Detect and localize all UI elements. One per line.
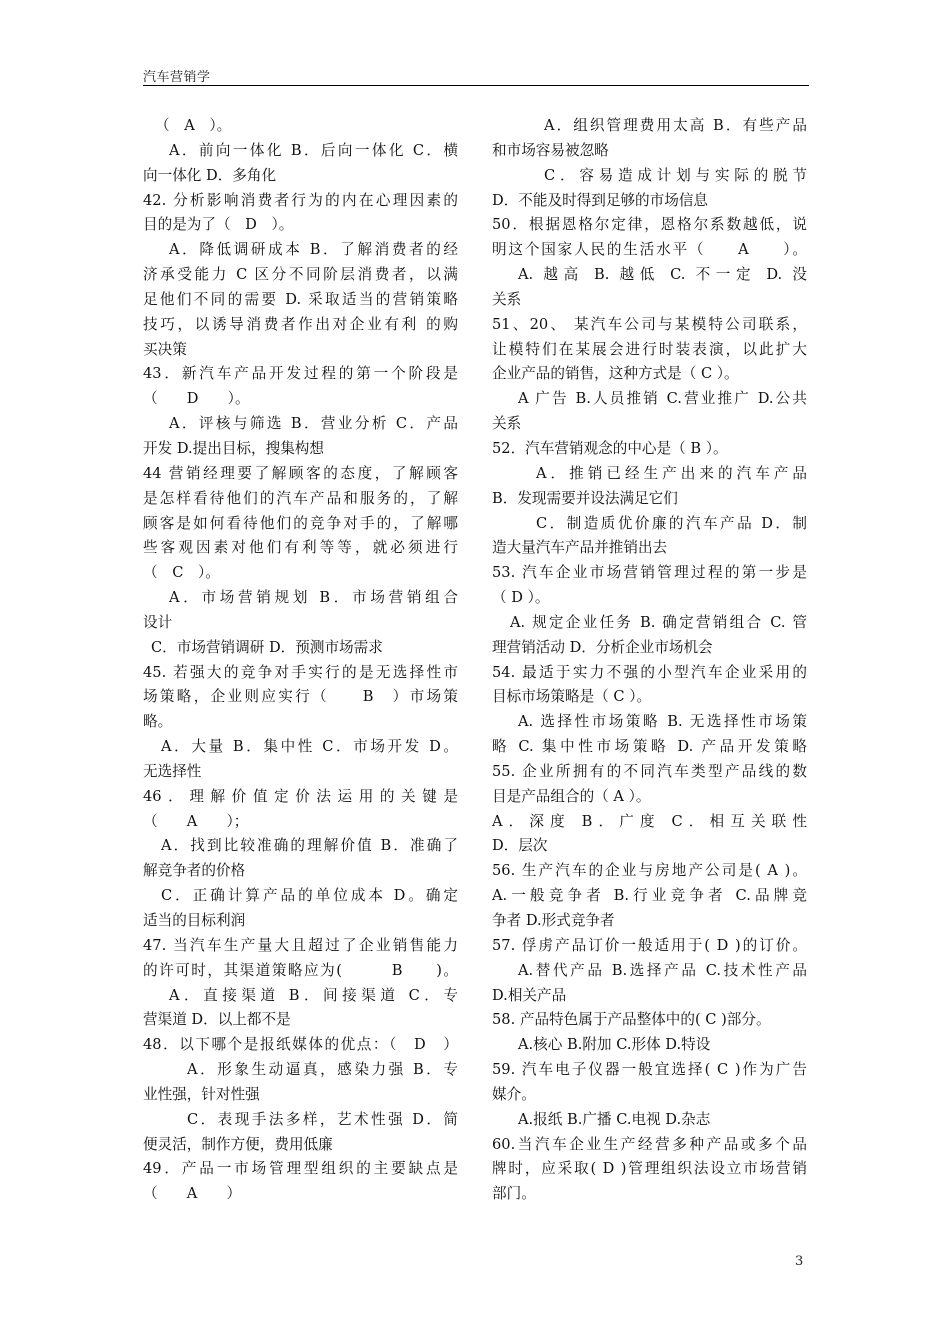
text-line: 59. 汽车电子仪器一般宜选择( C )作为广告 <box>492 1061 807 1079</box>
text-line: 49．产品一市场管理型组织的主要缺点是 <box>143 1160 458 1178</box>
text-line: C．表现手法多样，艺术性强 D．简 <box>187 1110 458 1128</box>
text-line: 目是产品组合的（ A ）。 <box>492 787 651 805</box>
text-line: A．降低调研成本 B．了解消费者的经 <box>169 241 458 259</box>
text-line: A．推销已经生产出来的汽车产品 <box>536 464 807 482</box>
text-line: 无选择性 <box>143 762 202 780</box>
text-line: 场策略，企业则应实行（ B ）市场策 <box>143 688 458 706</box>
text-line: 47. 当汽车生产量大且超过了企业销售能力 <box>143 936 458 954</box>
text-line: D．层次 <box>492 837 548 855</box>
text-line: 便灵活，制作方便，费用低廉 <box>143 1135 333 1153</box>
text-line: C．制造质优价廉的汽车产品 D．制 <box>536 514 807 532</box>
text-line: A.一般竞争者 B.行业竞争者 C.品牌竞 <box>492 887 807 905</box>
text-line: 略。 <box>143 713 173 731</box>
text-line: D.相关产品 <box>492 986 567 1004</box>
text-line: 42. 分析影响消费者行为的内在心理因素的 <box>143 191 458 209</box>
text-line: B．发现需要并设法满足它们 <box>492 489 678 507</box>
text-line: 45. 若强大的竞争对手实行的是无选择性市 <box>143 663 458 681</box>
text-line: 足他们不同的需要 D. 采取适当的营销策略 <box>143 290 458 308</box>
text-line: 买决策 <box>143 340 187 358</box>
text-line: 明这个国家人民的生活水平（ A ）。 <box>492 241 807 259</box>
page-header-title: 汽车营销学 <box>143 70 211 85</box>
text-line: A.核心 B.附加 C.形体 D.特设 <box>518 1036 711 1054</box>
text-line: C．正确计算产品的单位成本 D。确定 <box>161 887 458 905</box>
text-line: 解竞争者的价格 <box>143 862 246 880</box>
text-line: 46．理解价值定价法运用的关键是 <box>143 787 458 805</box>
text-line: 顾客是如何看待他们的竞争对手的，了解哪 <box>143 514 458 532</box>
text-line: A. 规定企业任务 B. 确定营销组合 C. 管 <box>510 613 807 631</box>
text-line: 关系 <box>492 415 522 433</box>
text-line: 牌时，应采取( D )管理组织法设立市场营销 <box>492 1160 807 1178</box>
text-line: A．大量 B．集中性 C．市场开发 D。 <box>161 738 458 756</box>
text-line: 适当的目标利润 <box>143 912 246 929</box>
text-line: A. 选择性市场策略 B. 无选择性市场策 <box>518 713 807 731</box>
text-line: A．形象生动逼真，感染力强 B．专 <box>187 1061 458 1079</box>
text-line: 技巧，以诱导消费者作出对企业有利 的购 <box>143 315 458 333</box>
left-text-column <box>143 114 458 1207</box>
text-line: 略 C. 集中性市场策略 D. 产品开发策略 <box>492 738 807 756</box>
text-line: A．组织管理费用太高 B．有些产品 <box>544 117 807 134</box>
text-line: 开发 D.提出目标，搜集构想 <box>143 439 324 457</box>
text-line: （ D ）。 <box>143 390 250 408</box>
text-line: 的许可时，其渠道策略应为( B )。 <box>143 961 458 979</box>
text-line: 57. 俘虏产品订价一般适用于( D )的订价。 <box>492 936 807 954</box>
text-line: 44 营销经理要了解顾客的态度，了解顾客 <box>143 464 458 482</box>
text-line: 60.当汽车企业生产经营多种产品或多个品 <box>492 1135 807 1153</box>
text-line: 53. 汽车企业市场营销管理过程的第一步是 <box>492 564 807 582</box>
text-line: A 广告 B.人员推销 C.营业推广 D.公共 <box>518 390 807 408</box>
text-line: 50．根据恩格尔定律，恩格尔系数越低，说 <box>492 216 807 234</box>
text-line: 54. 最适于实力不强的小型汽车企业采用的 <box>492 663 807 681</box>
text-line: 向一体化 D．多角化 <box>143 166 277 184</box>
text-line: （ D ）。 <box>492 589 550 607</box>
text-line: A．评核与筛选 B．营业分析 C．产品 <box>169 415 458 433</box>
text-line: A．找到比较准确的理解价值 B．准确了 <box>161 837 458 855</box>
text-line: 目标市场策略是（ C ）。 <box>492 688 652 706</box>
text-line: 52．汽车营销观念的中心是（ B ）。 <box>492 439 728 457</box>
text-line: 造大量汽车产品并推销出去 <box>492 539 668 557</box>
text-line: A．深度 B．广度 C．相互关联性 <box>492 812 807 830</box>
text-line: A.报纸 B.广播 C.电视 D.杂志 <box>518 1110 711 1128</box>
text-line: 和市场容易被忽略 <box>492 141 609 159</box>
text-line: A.替代产品 B.选择产品 C.技术性产品 <box>518 961 807 979</box>
text-line: 营渠道 D．以上都不是 <box>143 1011 291 1029</box>
text-line: 媒介。 <box>492 1085 536 1103</box>
text-line: （ A ）； <box>143 812 249 830</box>
text-line: 济承受能力 C 区分不同阶层消费者，以满 <box>143 266 458 284</box>
right-text-column <box>492 114 807 1207</box>
text-line: 理营销活动 D．分析企业市场机会 <box>492 638 713 656</box>
text-line: （ A ） <box>143 1185 242 1203</box>
text-line: 业性强，针对性强 <box>143 1085 260 1103</box>
header-divider <box>143 85 809 86</box>
text-line: 关系 <box>492 290 522 308</box>
text-line: C．容易造成计划与实际的脱节 <box>544 166 807 184</box>
text-line: 43．新汽车产品开发过程的第一个阶段是 <box>143 365 458 383</box>
text-line: 争者 D.形式竞争者 <box>492 912 615 929</box>
text-line: A．直接渠道 B．间接渠道 C．专 <box>169 986 458 1004</box>
text-line: 51、20、 某汽车公司与某模特公司联系， <box>492 315 807 333</box>
text-line: 目的是为了（ D ）。 <box>143 216 294 234</box>
text-line: 让模特们在某展会进行时装表演，以此扩大 <box>492 340 807 358</box>
text-line: A．市场营销规划 B．市场营销组合 <box>169 589 458 607</box>
text-line: 56. 生产汽车的企业与房地产公司是( A )。 <box>492 862 807 880</box>
text-line: 企业产品的销售，这种方式是（ C ）。 <box>492 365 739 383</box>
text-line: D．不能及时得到足够的市场信息 <box>492 191 709 209</box>
text-line: A．前向一体化 B．后向一体化 C．横 <box>169 141 458 159</box>
text-line: 58. 产品特色属于产品整体中的( C )部分。 <box>492 1011 771 1029</box>
text-line: （ A ）。 <box>155 117 232 134</box>
text-line: 是怎样看待他们的汽车产品和服务的，了解 <box>143 489 458 507</box>
text-line: 48．以下哪个是报纸媒体的优点：（ D ） <box>143 1036 458 1054</box>
text-line: 部门。 <box>492 1185 536 1203</box>
text-line: 些客观因素对他们有利等等，就必须进行 <box>143 539 458 557</box>
page-number: 3 <box>795 1254 804 1269</box>
text-line: A. 越高 B. 越低 C. 不一定 D. 没 <box>518 266 807 284</box>
text-line: C．市场营销调研 D．预测市场需求 <box>151 638 383 656</box>
text-line: 55. 企业所拥有的不同汽车类型产品线的数 <box>492 762 807 780</box>
text-line: 设计 <box>143 613 173 631</box>
text-line: （ C ）。 <box>143 564 220 582</box>
